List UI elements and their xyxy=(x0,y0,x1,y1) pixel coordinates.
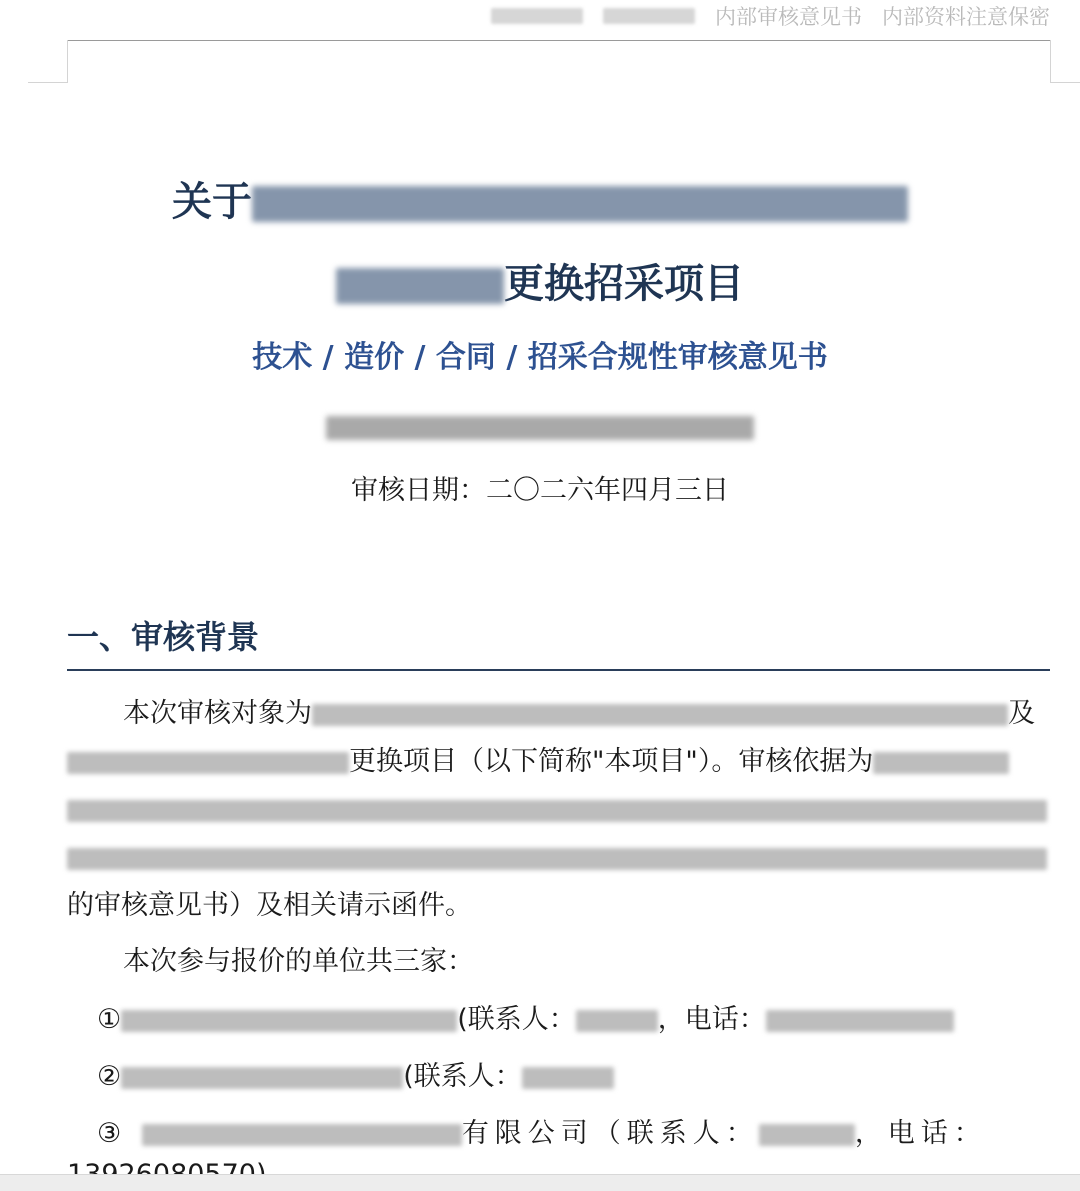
document-title-line2: 更换招采项目 xyxy=(0,252,1080,309)
bidder-item: ① (联系人： ，电话： xyxy=(97,996,1050,1044)
redacted-text xyxy=(121,1067,403,1089)
redacted-text xyxy=(491,8,583,24)
section-heading: 一、审核背景 xyxy=(67,618,260,656)
review-date: 审核日期：二〇二六年四月三日 xyxy=(351,475,729,506)
bidder-item: ② (联系人： xyxy=(97,1053,1050,1101)
margin-mark xyxy=(1050,82,1080,83)
review-department xyxy=(0,416,1080,446)
redacted-text xyxy=(142,1124,462,1146)
redacted-text xyxy=(576,1010,658,1032)
margin-mark xyxy=(1050,40,1051,82)
redacted-text xyxy=(873,752,1009,774)
redacted-text xyxy=(121,1010,457,1032)
bidders-intro: 本次参与报价的单位共三家： xyxy=(123,946,474,977)
redacted-text xyxy=(766,1010,954,1032)
header-note xyxy=(491,0,1050,32)
header-rule xyxy=(67,40,1050,41)
document-title-line1: 关于 xyxy=(0,170,1080,227)
redacted-text xyxy=(67,800,1047,822)
redacted-title xyxy=(336,268,504,304)
margin-mark xyxy=(67,40,68,82)
bidder-item: ③ 有限公司（联系人： ，电话： xyxy=(97,1118,987,1149)
header-note-text: 内部资料注意保密 xyxy=(882,5,1050,29)
redacted-text xyxy=(603,8,695,24)
background-paragraph: 本次审核对象为 及更换项目（以下简称"本项目"）。审核依据为的审核意见书）及相关请示函件。 xyxy=(67,690,1050,930)
redacted-text xyxy=(522,1067,614,1089)
redacted-text xyxy=(759,1124,855,1146)
redacted-text xyxy=(67,848,1047,870)
redacted-text xyxy=(312,704,1008,726)
redacted-title xyxy=(252,186,908,222)
redacted-text xyxy=(326,416,754,440)
header-note-text: 内部审核意见书 xyxy=(715,5,862,29)
section-rule xyxy=(67,669,1050,671)
window-bottom-bar xyxy=(0,1174,1080,1191)
document-subtitle: 技术 / 造价 / 合同 / 招采合规性审核意见书 xyxy=(252,340,828,375)
margin-mark xyxy=(28,82,68,83)
redacted-text xyxy=(67,752,349,774)
